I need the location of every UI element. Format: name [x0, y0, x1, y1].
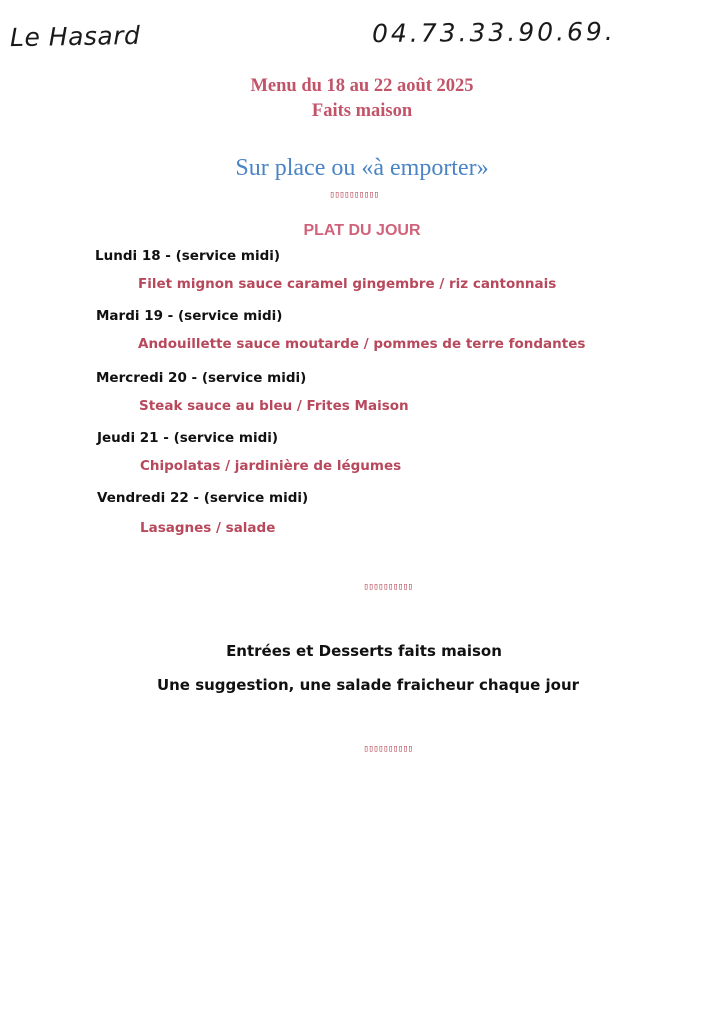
separator: ▯▯▯▯▯▯▯▯▯▯ [363, 744, 413, 754]
entrees-desserts-note: Entrées et Desserts faits maison [226, 642, 502, 660]
plat-du-jour-title: PLAT DU JOUR [303, 222, 421, 239]
dish-jeudi: Chipolatas / jardinière de légumes [140, 458, 402, 474]
restaurant-name: Le Hasard [9, 20, 141, 53]
menu-title: Menu du 18 au 22 août 2025 [250, 76, 474, 96]
day-label-mardi: Mardi 19 - (service midi) [96, 308, 283, 324]
day-label-vendredi: Vendredi 22 - (service midi) [97, 490, 309, 506]
phone-number: 04.73.33.90.69. [371, 16, 616, 49]
dish-vendredi: Lasagnes / salade [140, 520, 276, 536]
dish-mercredi: Steak sauce au bleu / Frites Maison [139, 398, 409, 414]
day-label-jeudi: Jeudi 21 - (service midi) [97, 430, 279, 446]
dish-mardi: Andouillette sauce moutarde / pommes de terre fondantes [138, 336, 586, 352]
service-mode: Sur place ou «à emporter» [235, 155, 489, 181]
separator: ▯▯▯▯▯▯▯▯▯▯ [363, 582, 413, 592]
separator: ▯▯▯▯▯▯▯▯▯▯ [329, 190, 379, 200]
day-label-lundi: Lundi 18 - (service midi) [95, 248, 281, 264]
dish-lundi: Filet mignon sauce caramel gingembre / riz cantonnais [138, 276, 557, 292]
day-label-mercredi: Mercredi 20 - (service midi) [96, 370, 307, 386]
menu-subtitle: Faits maison [311, 101, 413, 121]
suggestion-note: Une suggestion, une salade fraicheur chaque jour [156, 676, 580, 694]
